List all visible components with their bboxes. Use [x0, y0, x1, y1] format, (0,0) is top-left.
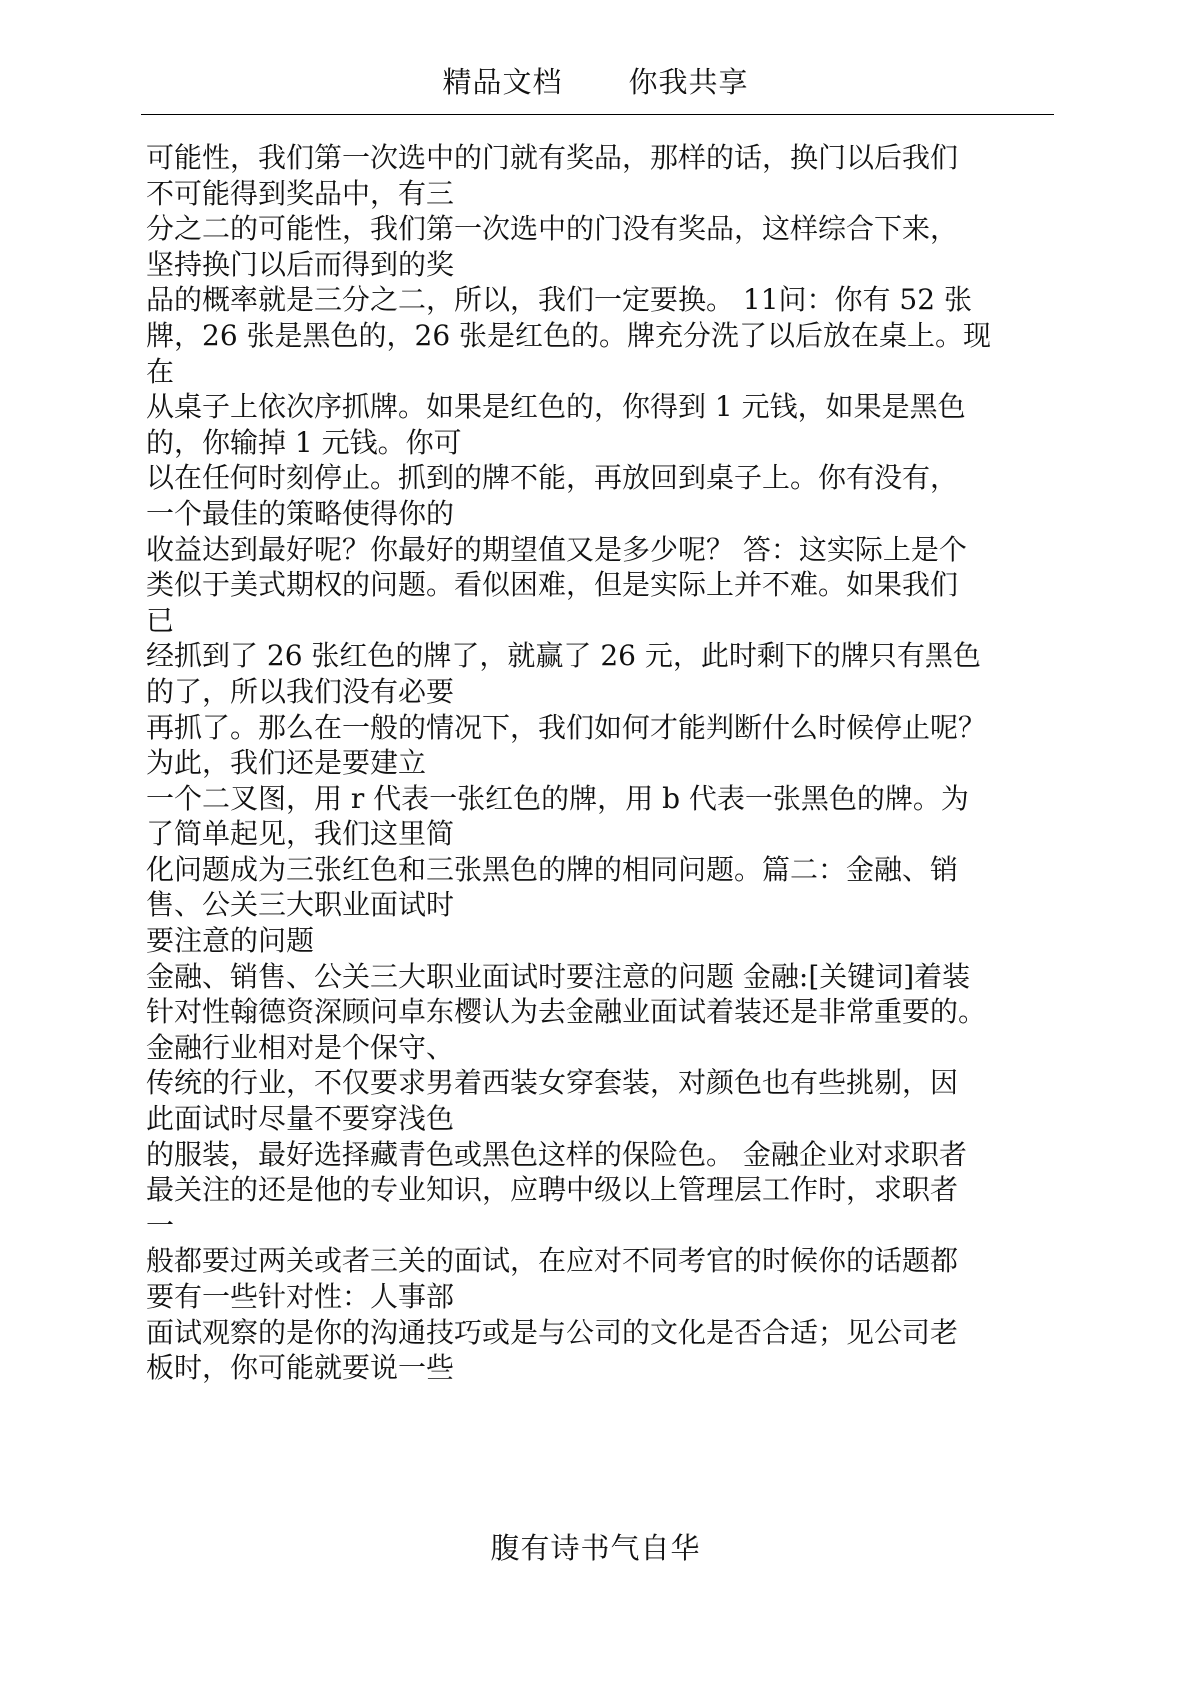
text-line: 针对性翰德资深顾问卓东樱认为去金融业面试着装还是非常重要的。 [146, 995, 987, 1029]
page-footer: 腹有诗书气自华 [490, 1531, 701, 1565]
text-line: 在 [146, 354, 175, 388]
text-line: 品的概率就是三分之二，所以，我们一定要换。 11问：你有 52 张 [146, 283, 972, 317]
text-line: 金融行业相对是个保守、 [146, 1030, 455, 1064]
header-right-text: 你我共享 [628, 65, 749, 99]
text-line: 一 [146, 1208, 175, 1242]
text-line: 牌，26 张是黑色的，26 张是红色的。牌充分洗了以后放在桌上。现 [146, 318, 992, 352]
text-line: 此面试时尽量不要穿浅色 [146, 1102, 455, 1136]
text-line: 类似于美式期权的问题。看似困难，但是实际上并不难。如果我们 [146, 568, 959, 602]
text-line: 化问题成为三张红色和三张黑色的牌的相同问题。篇二：金融、销 [146, 852, 959, 886]
header-left-text: 精品文档 [442, 65, 563, 99]
text-line: 最关注的还是他的专业知识，应聘中级以上管理层工作时，求职者 [146, 1173, 959, 1207]
text-line: 板时，你可能就要说一些 [146, 1351, 455, 1385]
text-line: 以在任何时刻停止。抓到的牌不能，再放回到桌子上。你有没有， [146, 461, 959, 495]
text-line: 已 [146, 603, 175, 637]
text-line: 坚持换门以后而得到的奖 [146, 247, 455, 281]
header-divider [141, 114, 1054, 115]
text-line: 要注意的问题 [146, 924, 315, 958]
text-line: 售、公关三大职业面试时 [146, 888, 455, 922]
text-line: 的，你输掉 1 元钱。你可 [146, 425, 462, 459]
document-body [146, 140, 1066, 1386]
text-line: 分之二的可能性，我们第一次选中的门没有奖品，这样综合下来， [146, 212, 959, 246]
text-line: 再抓了。那么在一般的情况下，我们如何才能判断什么时候停止呢？ [146, 710, 987, 744]
text-line: 的服装，最好选择藏青色或黑色这样的保险色。 金融企业对求职者 [146, 1137, 967, 1171]
text-line: 经抓到了 26 张红色的牌了，就赢了 26 元，此时剩下的牌只有黑色 [146, 639, 981, 673]
text-line: 一个二叉图，用 r 代表一张红色的牌，用 b 代表一张黑色的牌。为 [146, 781, 969, 815]
text-line: 可能性，我们第一次选中的门就有奖品，那样的话，换门以后我们 [146, 141, 959, 174]
text-line: 要有一些针对性：人事部 [146, 1280, 455, 1313]
page-header [0, 62, 1191, 102]
text-line: 为此，我们还是要建立 [146, 746, 427, 780]
text-line: 一个最佳的策略使得你的 [146, 496, 455, 530]
text-line: 不可能得到奖品中，有三 [146, 176, 455, 210]
text-line: 传统的行业，不仅要求男着西装女穿套装，对颜色也有些挑剔，因 [146, 1066, 959, 1100]
text-line: 的了，所以我们没有必要 [146, 674, 455, 708]
text-line: 面试观察的是你的沟通技巧或是与公司的文化是否合适；见公司老 [146, 1315, 959, 1349]
text-line: 从桌子上依次序抓牌。如果是红色的，你得到 1 元钱，如果是黑色 [146, 390, 966, 424]
text-line: 般都要过两关或者三关的面试，在应对不同考官的时候你的话题都 [146, 1244, 959, 1278]
text-line: 收益达到最好呢？你最好的期望值又是多少呢？ 答：这实际上是个 [146, 532, 967, 566]
text-line: 了简单起见，我们这里简 [146, 817, 455, 851]
text-line: 金融、销售、公关三大职业面试时要注意的问题 金融:[关键词]着装 [146, 959, 971, 993]
